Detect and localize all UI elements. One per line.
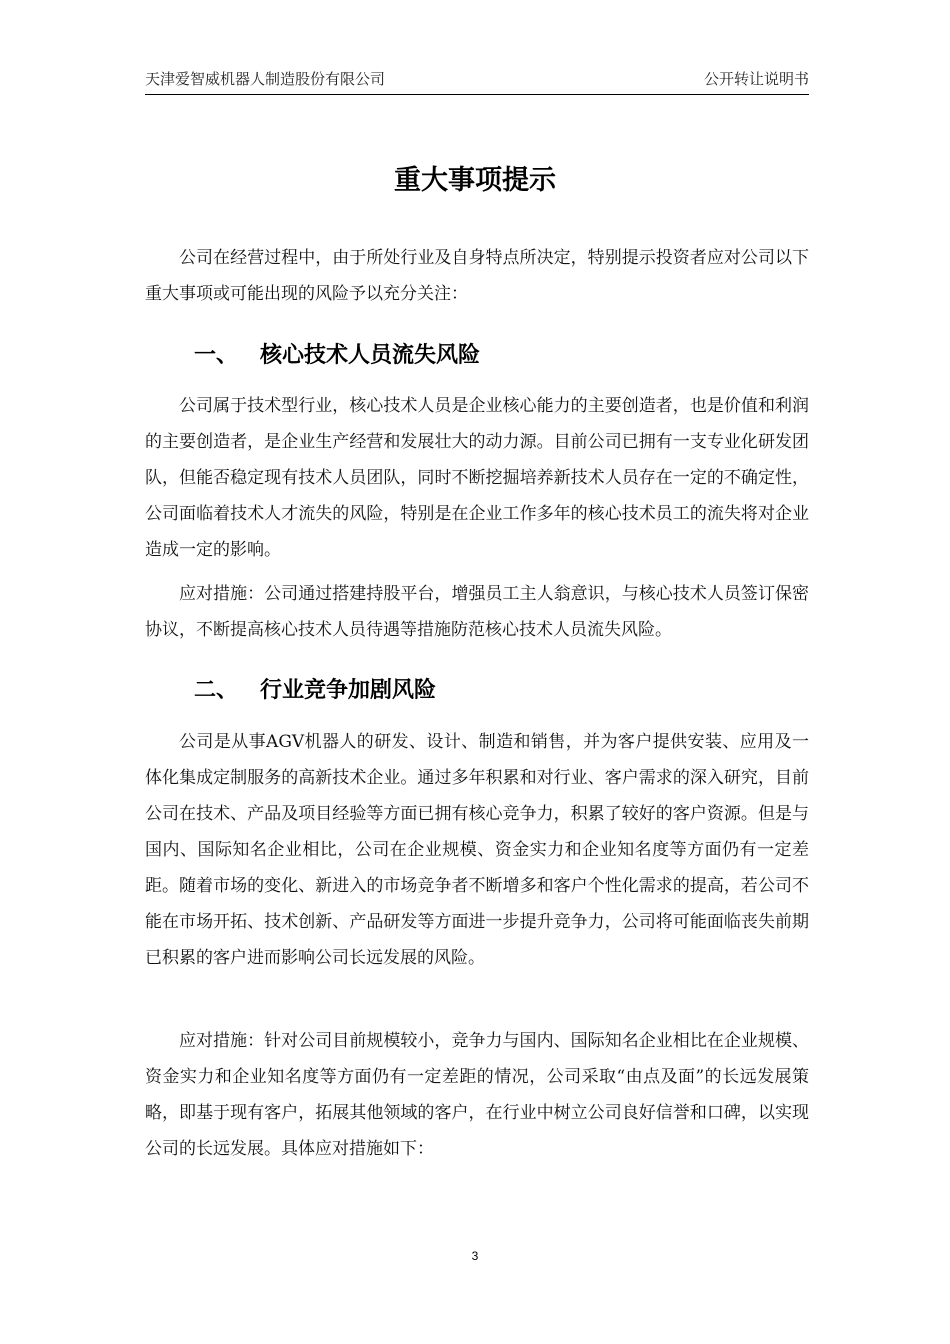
section-title-2: 行业竞争加剧风险 bbox=[260, 678, 437, 703]
section-number-2: 二、 bbox=[194, 678, 239, 703]
header-company-name: 天津爱智威机器人制造股份有限公司 bbox=[145, 70, 386, 88]
intro-paragraph: 公司在经营过程中，由于所处行业及自身特点所决定，特别提示投资者应对公司以下重大事项或可能出现的风险予以充分关注： bbox=[145, 248, 809, 304]
section-2-paragraph-1: 公司是从事AGV机器人的研发、设计、制造和销售，并为客户提供安装、应用及一体化集成定制服务的高新技术企业。通过多年积累和对行业、客户需求的深入研究，目前公司在技术、产品及项目经验等方面已拥有核心竞争力，积累了较好的客户资源。但是与国内、国际知名企业相比，公司在企业规模、资金实力和企业知名度等方面仍有一定差距。随着市场的变化、新进入的市场竞争者不断增多和客户个性化需求的提高，若公司不能在市场开拓、技术创新、产品研发等方面进一步提升竞争力，公司将可能面临丧失前期已积累的客户进而影响公司长远发展的风险。 bbox=[145, 732, 809, 968]
page-header bbox=[145, 66, 809, 95]
section-heading-2 bbox=[194, 673, 436, 704]
section-1-paragraph-2: 应对措施：公司通过搭建持股平台，增强员工主人翁意识，与核心技术人员签订保密协议，不断提高核心技术人员待遇等措施防范核心技术人员流失风险。 bbox=[145, 584, 809, 640]
section-title-1: 核心技术人员流失风险 bbox=[260, 343, 481, 368]
section-1-paragraph-1: 公司属于技术型行业，核心技术人员是企业核心能力的主要创造者，也是价值和利润的主要创造者，是企业生产经营和发展壮大的动力源。目前公司已拥有一支专业化研发团队，但能否稳定现有技术人员团队，同时不断挖掘培养新技术人员存在一定的不确定性，公司面临着技术人才流失的风险，特别是在企业工作多年的核心技术员工的流失将对企业造成一定的影响。 bbox=[145, 396, 809, 560]
section-2-paragraph-2: 应对措施：针对公司目前规模较小，竞争力与国内、国际知名企业相比在企业规模、资金实力和企业知名度等方面仍有一定差距的情况，公司采取“由点及面”的长远发展策略，即基于现有客户，拓展其他领域的客户，在行业中树立公司良好信誉和口碑，以实现公司的长远发展。具体应对措施如下： bbox=[145, 1031, 809, 1159]
page-number: 3 bbox=[471, 1249, 479, 1263]
section-heading-1 bbox=[194, 338, 480, 369]
page-title: 重大事项提示 bbox=[394, 165, 556, 196]
section-number-1: 一、 bbox=[194, 343, 239, 368]
header-document-type: 公开转让说明书 bbox=[703, 70, 809, 88]
